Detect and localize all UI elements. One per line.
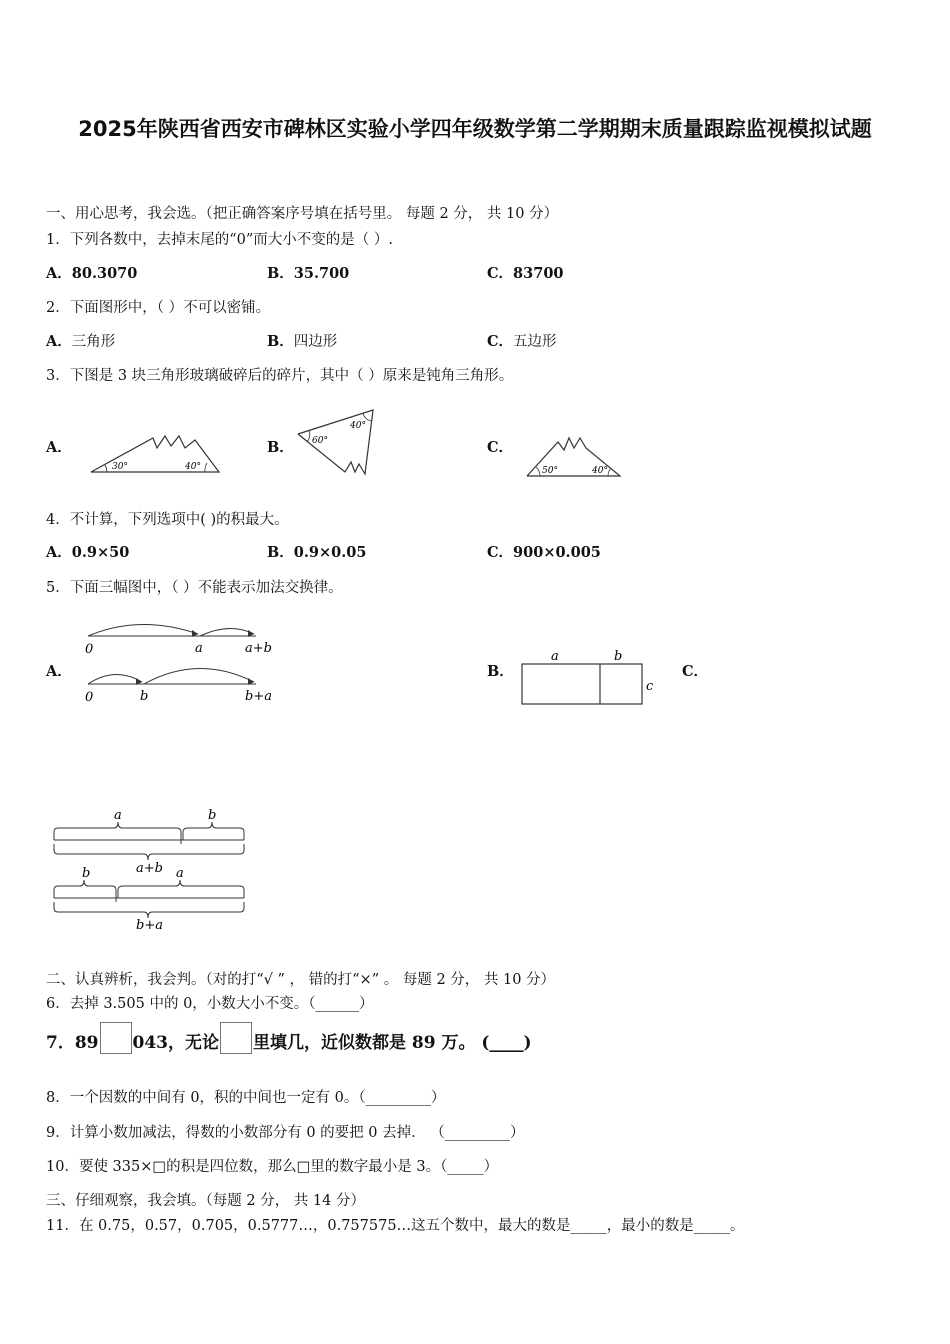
q5-option-c-label[interactable]: C． [682,663,709,680]
brace-figure-c [48,802,253,934]
angle-40-label: 40° [185,462,201,472]
q1-option-b[interactable]: B．35.700 [267,265,350,282]
q2-option-c[interactable]: C．五边形 [487,333,557,350]
q1-option-a[interactable]: A．80.3070 [46,265,138,282]
question-8: 8．一个因数的中间有 0，积的中间也一定有 0。（_________） [46,1090,446,1106]
angle-40-label: 40° [350,421,366,431]
line2-zero-label: 0 [85,690,94,705]
q2-option-b[interactable]: B．四边形 [267,333,338,350]
question-11: 11．在 0.75，0.57，0.705，0.5777…，0.757575…这五个数中，最大的数是_____，最小的数是_____。 [46,1218,745,1234]
brace2-b-label: b [82,866,91,881]
brace1-b-label: b [208,808,217,823]
q2-option-a[interactable]: A．三角形 [46,333,116,350]
rect-b-label: b [614,649,623,664]
brace1-a-label: a [114,808,122,823]
line1-a-label: a [195,641,203,656]
rectangle-figure-b [518,646,663,710]
brace1-a-plus-b-label: a+b [136,861,163,876]
page-title: 2025年陕西省西安市碑林区实验小学四年级数学第二学期期末质量跟踪监视模拟试题 [78,117,872,141]
brace2-a-label: a [176,866,184,881]
q4-option-c[interactable]: C．900×0.005 [487,544,601,561]
question-3: 3．下图是 3 块三角形玻璃破碎后的碎片，其中（ ）原来是钝角三角形。 [46,368,514,384]
section-3-heading: 三、仔细观察，我会填。（每题 2 分， 共 14 分） [46,1193,365,1209]
question-9: 9．计算小数加减法，得数的小数部分有 0 的要把 0 去掉． （_________） [46,1125,525,1141]
q5-option-b-label[interactable]: B． [487,663,514,680]
glass-shard-b [295,406,380,481]
q3-option-a-label[interactable]: A． [46,439,72,456]
question-7: 7．89 043，无论 里填几，近似数都是 89 万。 (____) [46,1022,532,1054]
section-2-heading: 二、认真辨析，我会判。（对的打“√ ” ， 错的打“×” 。 每题 2 分， 共 10 分） [46,972,556,988]
q3-option-b-label[interactable]: B． [267,439,294,456]
blank-box[interactable] [100,1022,132,1054]
blank-box[interactable] [220,1022,252,1054]
line1-zero-label: 0 [85,642,94,657]
line1-a-plus-b-label: a+b [245,641,272,656]
question-6: 6．去掉 3.505 中的 0，小数大小不变。（______） [46,996,374,1012]
glass-shard-c [522,432,627,482]
section-1-heading: 一、用心思考，我会选。（把正确答案序号填在括号里。 每题 2 分， 共 10 分） [46,206,559,222]
number-line-figure-a [80,610,280,710]
angle-40-label: 40° [592,466,608,476]
rect-c-label: c [646,679,654,694]
rect-a-label: a [551,649,559,664]
angle-60-label: 60° [312,436,328,446]
angle-50-label: 50° [542,466,558,476]
q4-option-a[interactable]: A．0.9×50 [46,544,130,561]
q5-option-a-label[interactable]: A． [46,663,72,680]
angle-30-label: 30° [112,462,128,472]
question-4: 4．不计算，下列选项中( )的积最大。 [46,512,289,528]
q4-option-b[interactable]: B．0.9×0.05 [267,544,367,561]
question-1: 1．下列各数中，去掉末尾的“0”而大小不变的是（ ）. [46,232,393,248]
question-5: 5．下面三幅图中，（ ）不能表示加法交换律。 [46,580,343,596]
question-2: 2．下面图形中，（ ）不可以密铺。 [46,300,271,316]
brace2-b-plus-a-label: b+a [136,918,163,933]
line2-b-plus-a-label: b+a [245,689,272,704]
line2-b-label: b [140,689,149,704]
glass-shard-a [85,430,225,480]
q1-option-c[interactable]: C．83700 [487,265,564,282]
question-10: 10．要使 335×□的积是四位数，那么□里的数字最小是 3。（_____） [46,1159,499,1175]
q3-option-c-label[interactable]: C． [487,439,514,456]
